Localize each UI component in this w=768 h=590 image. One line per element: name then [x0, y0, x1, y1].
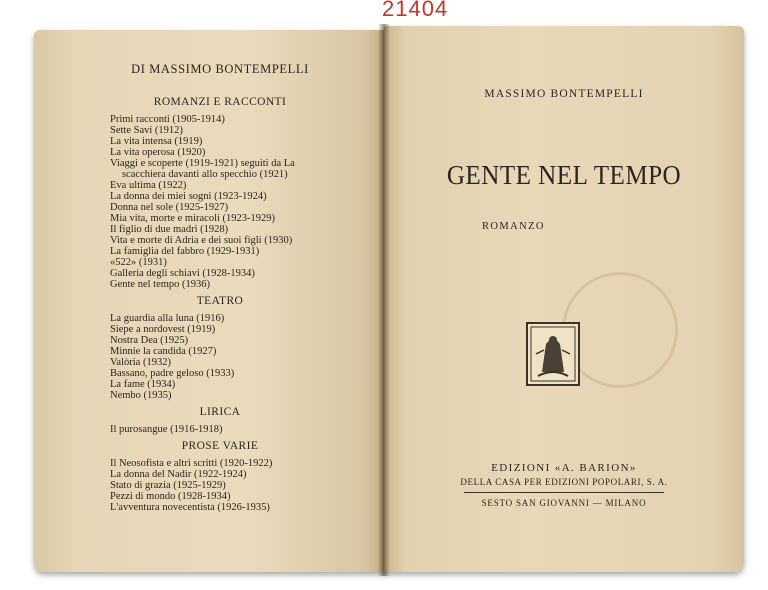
bibliography-entry: Viaggi e scoperte (1919-1921) seguiti da La	[110, 158, 295, 169]
bibliography-entry: Pezzi di mondo (1928-1934)	[110, 491, 231, 502]
bibliography-entry: Donna nel sole (1925-1927)	[110, 202, 229, 213]
bibliography-entry: «522» (1931)	[110, 257, 167, 268]
handwritten-catalog-number: 21404	[382, 0, 449, 21]
bibliography-entry: Sette Savi (1912)	[110, 125, 183, 136]
publisher-logo-icon	[526, 322, 580, 386]
bibliography-entry: La guardia alla luna (1916)	[110, 313, 225, 324]
bibliography-entry: La donna del Nadir (1922-1924)	[110, 469, 247, 480]
bibliography-entry: La vita operosa (1920)	[110, 147, 206, 158]
bibliography-entry: scacchiera davanti allo specchio (1921)	[122, 169, 288, 180]
bibliography-entry: L'avventura novecentista (1926-1935)	[110, 502, 270, 513]
bibliography-entry: Il purosangue (1916-1918)	[110, 424, 223, 435]
section-title: ROMANZI E RACCONTI	[153, 96, 287, 108]
section-title: LIRICA	[199, 406, 241, 418]
bibliography-sections	[110, 97, 380, 513]
bibliography	[110, 64, 380, 513]
bibliography-entry: Stato di grazia (1925-1929)	[110, 480, 226, 491]
section-title: TEATRO	[196, 295, 244, 307]
bibliography-entry: Valòria (1932)	[110, 357, 171, 368]
bibliography-entry: La vita intensa (1919)	[110, 136, 203, 147]
bibliography-entry: Minnie la candida (1927)	[110, 346, 217, 357]
bibliography-entry: La donna dei miei sogni (1923-1924)	[110, 191, 267, 202]
title-page	[384, 26, 744, 572]
bibliography-entry: La famiglia del fabbro (1929-1931)	[110, 246, 260, 257]
book-title: GENTE NEL TEMPO	[446, 160, 682, 190]
bibliography-entry: Nembo (1935)	[110, 390, 172, 401]
bibliography-entry: Vita e morte di Adria e dei suoi figli (1930)	[110, 235, 293, 246]
publisher-location: SESTO SAN GIOVANNI — MILANO	[481, 498, 647, 508]
book-genre: ROMANZO	[482, 221, 545, 232]
author-name: MASSIMO BONTEMPELLI	[484, 88, 644, 100]
bibliography-entry: Galleria degli schiavi (1928-1934)	[110, 268, 255, 279]
section-title: PROSE VARIE	[181, 440, 259, 452]
bibliography-entry: Il Neosofista e altri scritti (1920-1922)	[110, 458, 273, 469]
bibliography-heading: DI MASSIMO BONTEMPELLI	[131, 62, 309, 76]
bibliography-entry: Il figlio di due madri (1928)	[110, 224, 229, 235]
bibliography-entry: Primi racconti (1905-1914)	[110, 114, 225, 125]
publisher-name: EDIZIONI «A. BARION»	[491, 462, 637, 474]
publisher-divider	[464, 492, 664, 493]
bibliography-entry: Gente nel tempo (1936)	[110, 279, 211, 290]
bibliography-entry: Siepe a nordovest (1919)	[110, 324, 216, 335]
bibliography-entry: Eva ultima (1922)	[110, 180, 187, 191]
bibliography-entry: Mia vita, morte e miracoli (1923-1929)	[110, 213, 276, 224]
bibliography-entry: Bassano, padre geloso (1933)	[110, 368, 235, 379]
bibliography-entry: La fame (1934)	[110, 379, 176, 390]
bibliography-entry: Nostra Dea (1925)	[110, 335, 189, 346]
publisher-house: DELLA CASA PER EDIZIONI POPOLARI, S. A.	[460, 477, 668, 487]
open-book	[28, 18, 748, 578]
